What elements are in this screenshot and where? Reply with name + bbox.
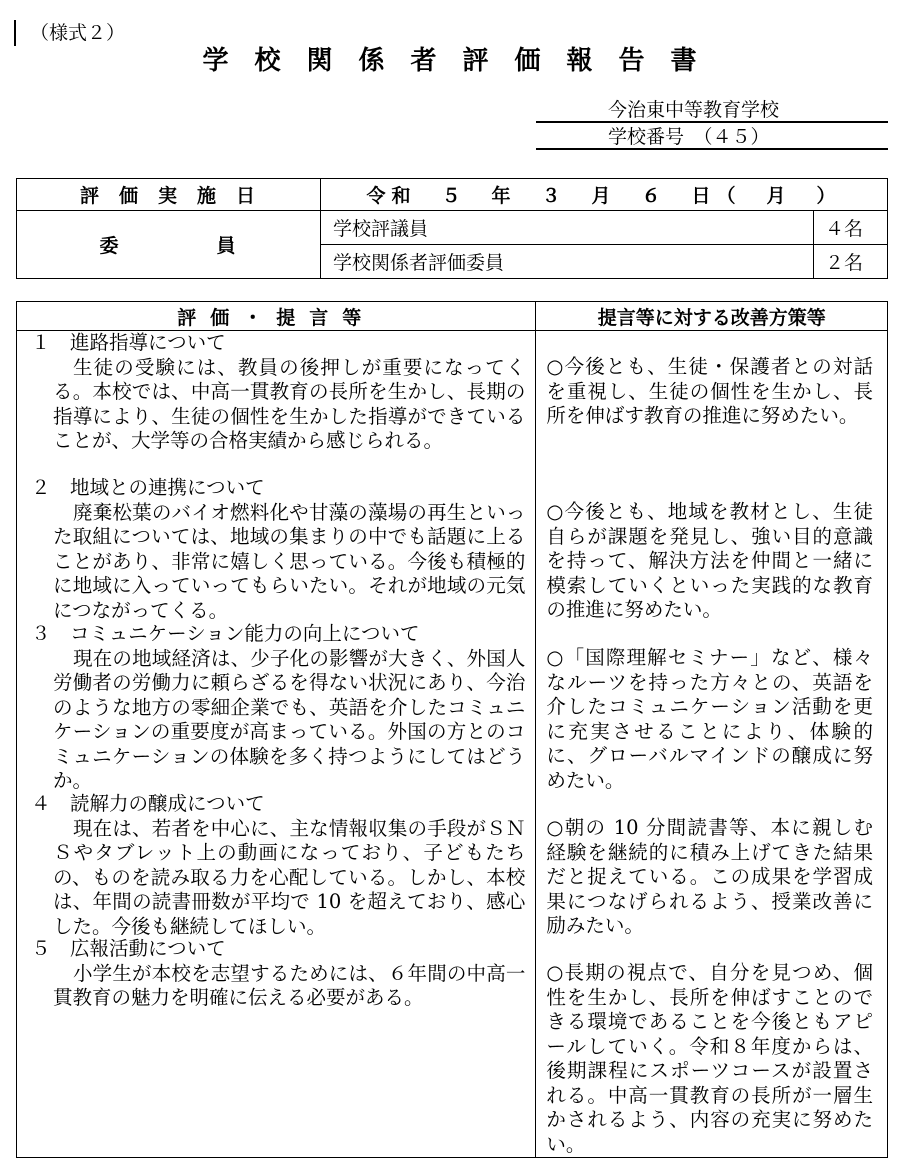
improvement-item: ○今後とも、地域を教材とし、生徒自らが課題を発見し、強い目的意識を持って、解決方法を仲間と一緒に模索していくといった実践的な教育の推進に努めたい。 [546,500,873,621]
improvement-item: ○長期の視点で、自分を見つめ、個性を生かし、長所を伸ばすことのできる環境であることを今後ともアピールしていく。令和８年度からは、後期課程にスポーツコースが設置される。中高一貫教育の長所が一層生かされるよう、内容の充実に努めたい。 [546,961,873,1156]
evaluation-header: 評価・提言等 [17,302,536,331]
item-body: 現在は、若者を中心に、主な情報収集の手段がＳＮＳやタブレット上の動画になっており、子どもたちの、ものを読み取る力を心配している。しかし、本校は、年間の読書冊数が平均で 10 を超えており、感心した。今後も継続してほしい。 [53,816,526,938]
item-body: 現在の地域経済は、少子化の影響が大きく、外国人労働者の労働力に頼らざるを得ない状況にあり、今治のような地方の零細企業でも、英語を介したコミュニケーションの重要度が高まっている。外国の方とのコミュニケーションの体験を多く持つようにしてはどうか。 [53,646,526,792]
form-number: （様式２） [14,20,125,46]
school-info [536,98,888,150]
member-count: ２名 [814,245,888,279]
info-table [16,178,888,279]
date-value: 令和 ５ 年 ３ 月 ６ 日（ 月 ） [321,179,888,211]
item-heading: ５ 広報活動について [31,937,226,960]
item-heading: １ 進路指導について [31,331,226,354]
evaluation-table [16,301,888,1158]
member-role: 学校評議員 [321,211,814,245]
item-body: 小学生が本校を志望するためには、６年間の中高一貫教育の魅力を明確に伝える必要がある。 [53,961,526,1009]
evaluation-item [17,476,535,622]
evaluation-item [17,937,535,1011]
date-label: 評価実施日 [17,179,321,211]
improvement-item: ○朝の 10 分間読書等、本に親しむ経験を継続的に積み上げてきた結果だと捉えている。この成果を学習成果につなげられるよう、授業改善に励みたい。 [546,816,873,937]
evaluation-item [17,331,535,476]
page-title: 学校関係者評価報告書 [202,46,723,76]
evaluation-item [17,792,535,937]
item-heading: ２ 地域との連携について [31,476,265,499]
evaluation-column [17,331,536,1158]
improvement-header: 提言等に対する改善方策等 [536,302,888,331]
member-count: ４名 [814,211,888,245]
item-body: 生徒の受験には、教員の後押しが重要になってくる。本校では、中高一貫教育の長所を生かし、長期の指導により、生徒の個性を生かした指導ができていることが、大学等の合格実績から感じられる。 [53,355,526,452]
improvement-item: ○今後とも、生徒・保護者との対話を重視し、生徒の個性を生かし、長所を伸ばす教育の推進に努めたい。 [546,355,873,427]
school-name: 今治東中等教育学校 [536,98,888,123]
item-heading: ３ コミュニケーション能力の向上について [31,622,420,645]
evaluation-item [17,622,535,792]
member-role: 学校関係者評価委員 [321,245,814,279]
members-label: 委 員 [17,211,321,279]
item-heading: ４ 読解力の醸成について [31,792,265,815]
improvement-item: ○「国際理解セミナー」など、様々なルーツを持った方々との、英語を介したコミュニケーション活動を更に充実させることにより、体験的に、グローバルマインドの醸成に努めたい。 [546,646,873,792]
school-number: 学校番号 （４５） [536,125,888,150]
item-body: 廃棄松葉のバイオ燃料化や甘藻の藻場の再生といった取組については、地域の集まりの中でも話題に上ることがあり、非常に嬉しく思っている。今後も積極的に地域に入っていってもらいたい。それが地域の元気につながってくる。 [53,500,526,622]
improvement-column [536,331,888,1158]
